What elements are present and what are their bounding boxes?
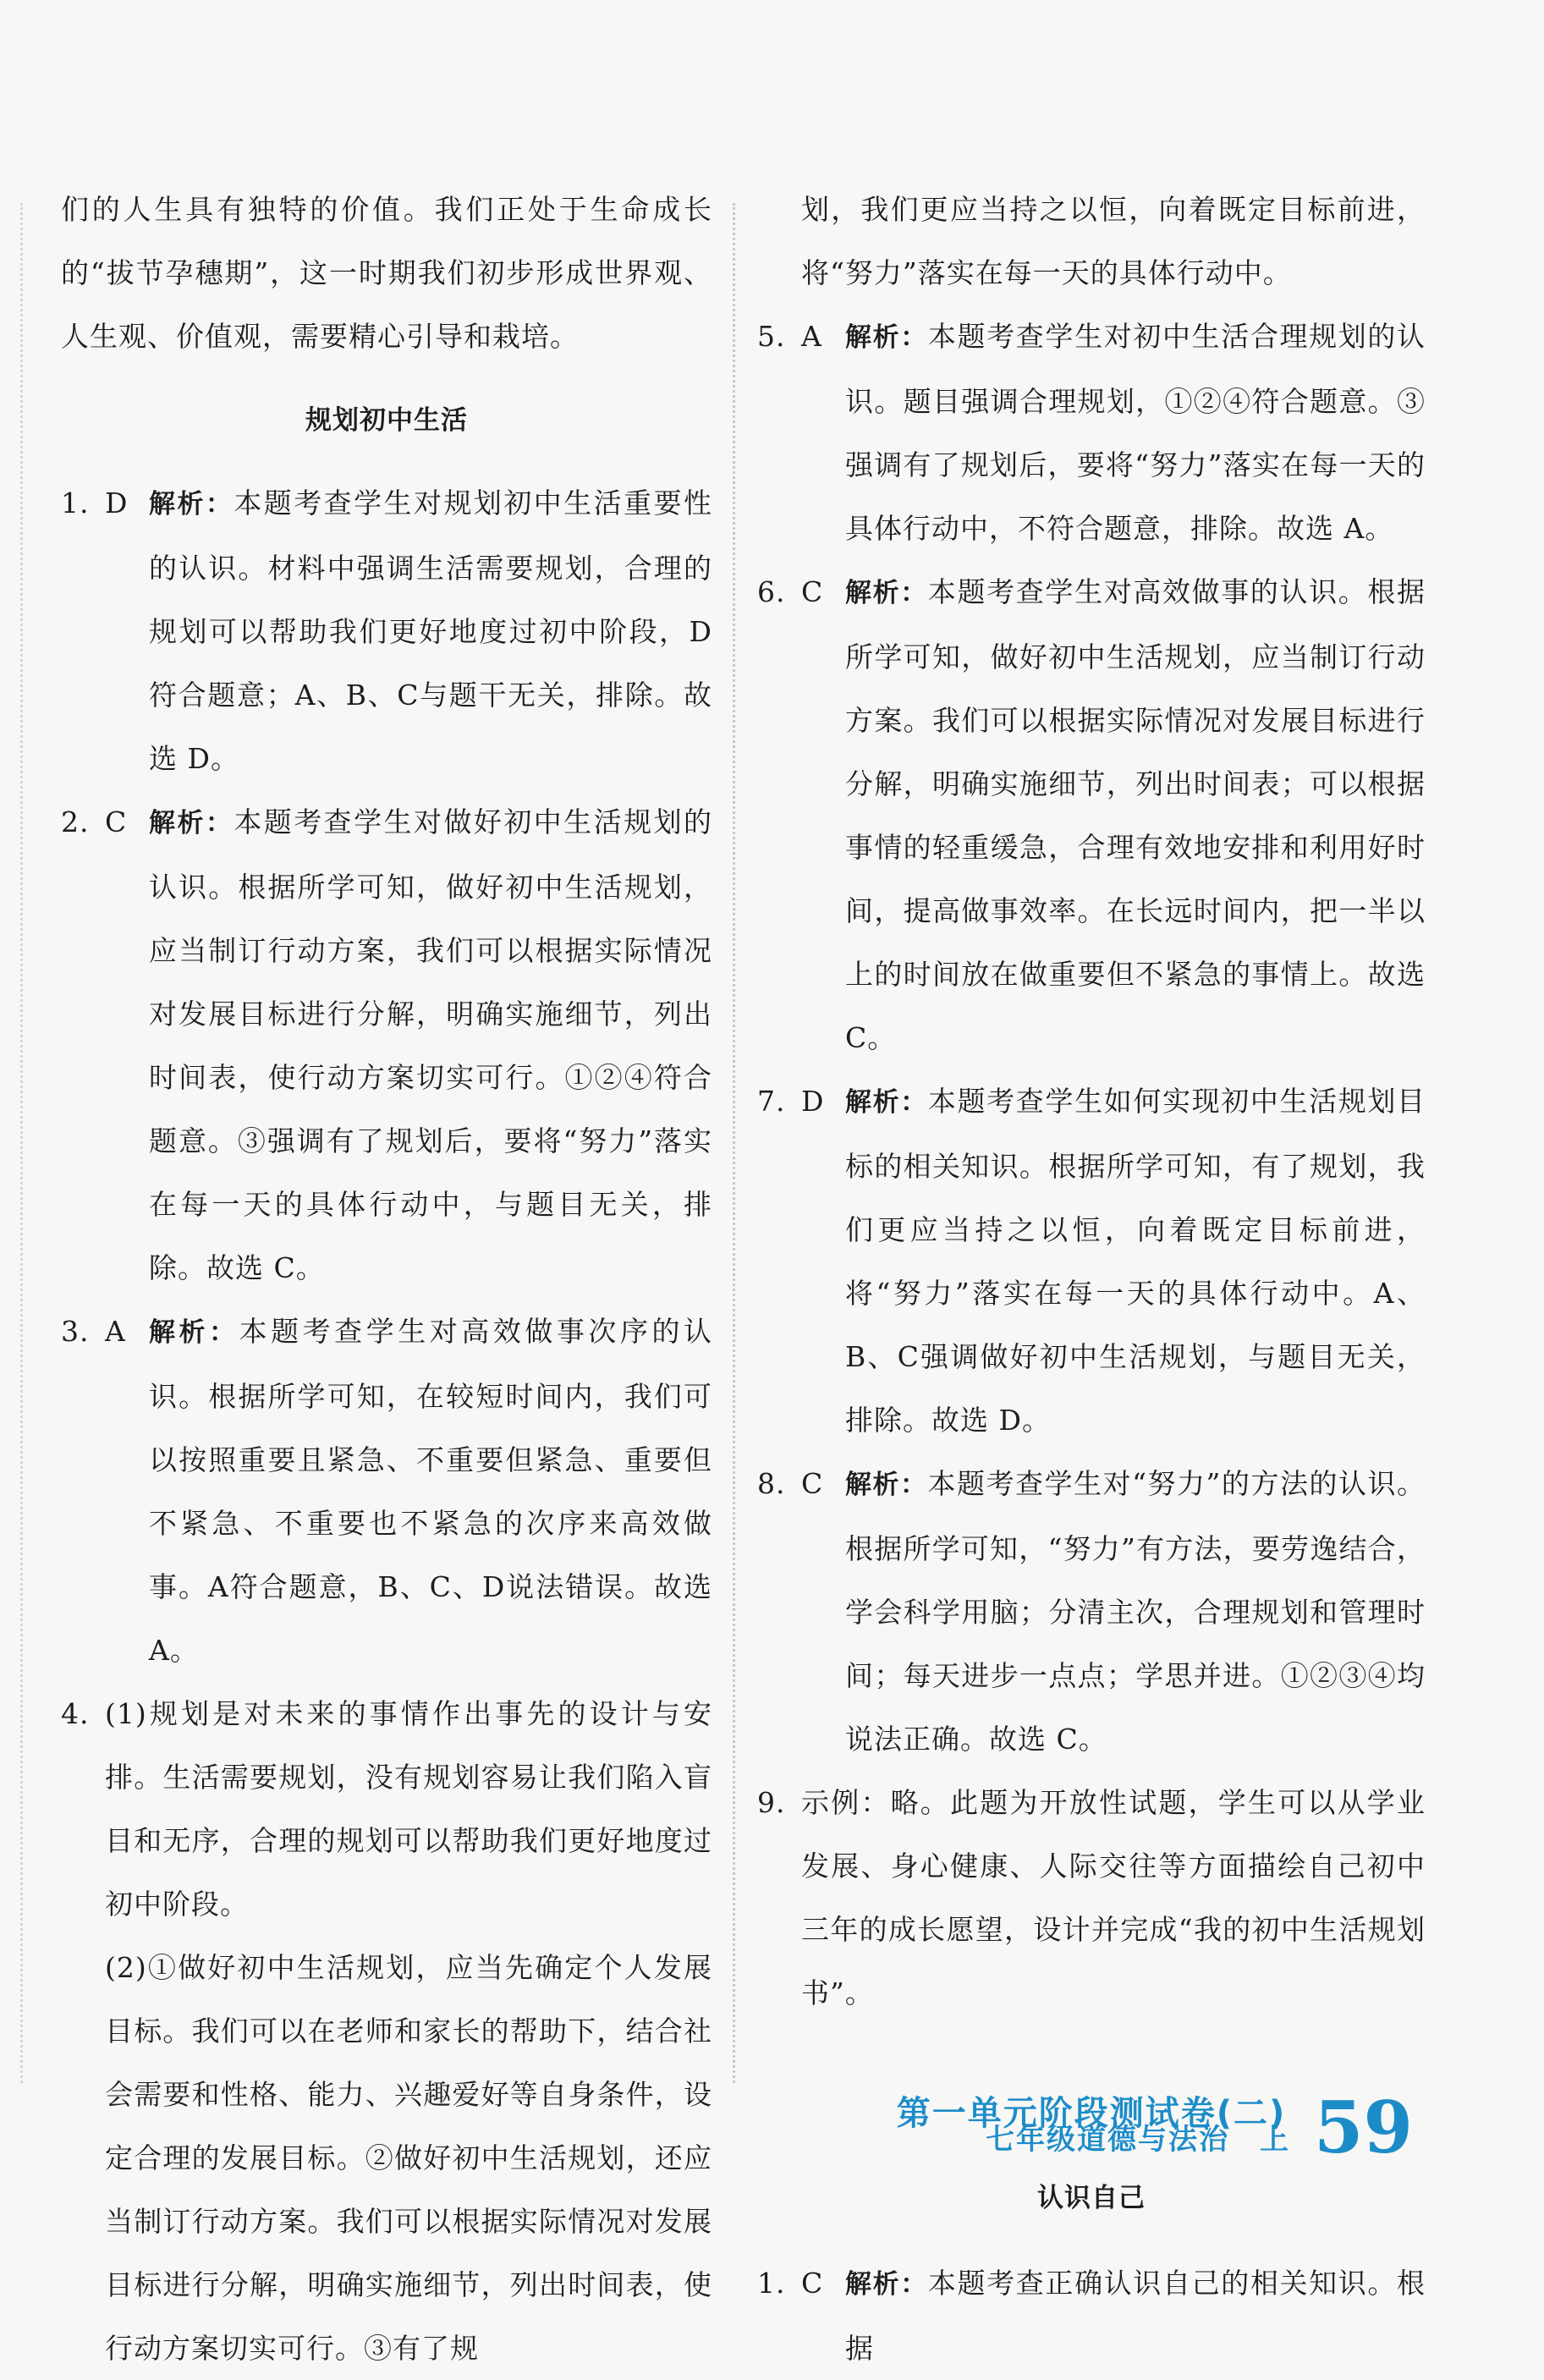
answer-item	[61, 790, 712, 1300]
book-title: 七年级道德与法治 上	[986, 2123, 1290, 2157]
item-answer: C	[801, 2267, 824, 2300]
analysis-text: 本题考查学生对初中生活合理规划的认识。题目强调合理规划，①②④符合题意。③强调有了规划后，要将“努力”落实在每一天的具体行动中，不符合题意，排除。故选 A。	[845, 320, 1426, 545]
analysis-label: 解析：	[845, 1087, 928, 1118]
analysis-text: 本题考查学生对高效做事的认识。根据所学可知，做好初中生活规划，应当制订行动方案。我们可以根据实际情况对发展目标进行分解，明确实施细节，列出时间表；可以根据事情的轻重缓急，合理有效地安排和利用好时间，提高做事效率。在长远时间内，把一半以上的时间放在做重要但不紧急的事情上。故选 C。	[845, 575, 1426, 1054]
answer-part-1: (1)规划是对未来的事情作出事先的设计与安排。生活需要规划，没有规划容易让我们陷入盲目和无序，合理的规划可以帮助我们更好地度过初中阶段。	[105, 1697, 712, 1921]
answer-part-2: (2)①做好初中生活规划，应当先确定个人发展目标。我们可以在老师和家长的帮助下，结合社会需要和性格、能力、兴趣爱好等自身条件，设定合理的发展目标。②做好初中生活规划，还应当制订行动方案。我们可以根据实际情况对发展目标进行分解，明确实施细节，列出时间表，使行动方案切实可行。③有了规	[105, 1951, 712, 2365]
analysis-text: 本题考查学生如何实现初中生活规划目标的相关知识。根据所学可知，有了规划，我们更应当持之以恒，向着既定目标前进，将“努力”落实在每一天的具体行动中。A、B、C强调做好初中生活规划，与题目无关，排除。故选 D。	[845, 1085, 1426, 1437]
item-number: 1.	[757, 2267, 786, 2300]
item-number: 4.	[61, 1697, 90, 1730]
analysis-text: 本题考查学生对做好初中生活规划的认识。根据所学可知，做好初中生活规划，应当制订行动方案，我们可以根据实际情况对发展目标进行分解，明确实施细节，列出时间表，使行动方案切实可行。①②④符合题意。③强调有了规划后，要将“努力”落实在每一天的具体行动中，与题目无关，排除。故选 C。	[149, 805, 713, 1284]
unit-test-title: 第一单元阶段测试卷(二)	[896, 2094, 1287, 2133]
item-number: 1.	[61, 486, 90, 519]
analysis-label: 解析：	[845, 2269, 928, 2300]
answer-item	[757, 2251, 1426, 2380]
analysis-text: 本题考查学生对规划初中生活重要性的认识。材料中强调生活需要规划，合理的规划可以帮助我们更好地度过初中阶段，D符合题意；A、B、C与题干无关，排除。故选 D。	[149, 486, 713, 775]
section-title: 规划初中生活	[305, 405, 468, 436]
analysis-label: 解析：	[149, 808, 234, 838]
analysis-text: 本题考查学生对高效做事次序的认识。根据所学可知，在较短时间内，我们可以按照重要且紧急、不重要但紧急、重要但不紧急、不重要也不紧急的次序来高效做事。A符合题意，B、C、D说法错误。故选 A。	[149, 1315, 713, 1667]
item-number: 5.	[757, 320, 786, 353]
intro-paragraph: 们的人生具有独特的价值。我们正处于生命成长的“拔节孕穗期”，这一时期我们初步形成世界观、人生观、价值观，需要精心引导和栽培。	[61, 193, 712, 353]
item-number: 8.	[757, 1467, 786, 1500]
item-answer: C	[105, 805, 128, 838]
answer-item	[757, 1069, 1426, 1452]
item-answer: A	[801, 320, 822, 353]
left-margin-rule	[20, 203, 23, 2083]
right-column	[757, 178, 1426, 2380]
analysis-label: 解析：	[845, 1470, 928, 1500]
answer-item	[757, 1771, 1426, 2025]
analysis-label: 解析：	[845, 322, 928, 353]
page-number: 59	[1314, 2086, 1413, 2169]
analysis-text: 本题考查正确认识自己的相关知识。根据	[845, 2267, 1426, 2365]
analysis-label: 解析：	[149, 1317, 239, 1348]
answer-item	[61, 1682, 712, 2380]
analysis-label: 解析：	[845, 578, 928, 608]
page-footer	[986, 2086, 1413, 2169]
answer-item	[61, 1300, 712, 1682]
item-number: 6.	[757, 575, 786, 608]
answer-item	[757, 305, 1426, 560]
analysis-text: 本题考查学生对“努力”的方法的认识。根据所学可知，“努力”有方法，要劳逸结合，学会科学用脑；分清主次，合理规划和管理时间；每天进步一点点；学思并进。①②③④均说法正确。故选 C。	[845, 1467, 1426, 1756]
continuation-paragraph: 划，我们更应当持之以恒，向着既定目标前进，将“努力”落实在每一天的具体行动中。	[801, 193, 1426, 289]
item-answer: C	[801, 1467, 824, 1500]
left-column	[61, 178, 712, 2380]
item-number: 3.	[61, 1315, 90, 1348]
item-answer: D	[105, 486, 129, 519]
item-number: 2.	[61, 805, 90, 838]
answer-item	[61, 471, 712, 790]
item-answer: A	[105, 1315, 126, 1348]
column-divider	[733, 203, 735, 2083]
subsection-title: 认识自己	[1037, 2183, 1146, 2213]
analysis-label: 解析：	[149, 489, 234, 519]
answer-item	[757, 560, 1426, 1069]
item-answer: D	[801, 1085, 825, 1118]
item-answer: C	[801, 575, 824, 608]
answer-text: 示例：略。此题为开放性试题，学生可以从学业发展、身心健康、人际交往等方面描绘自己初中三年的成长愿望，设计并完成“我的初中生活规划书”。	[801, 1786, 1426, 2009]
item-number: 7.	[757, 1085, 786, 1118]
answer-item	[757, 1452, 1426, 1771]
item-number: 9.	[757, 1786, 786, 1819]
